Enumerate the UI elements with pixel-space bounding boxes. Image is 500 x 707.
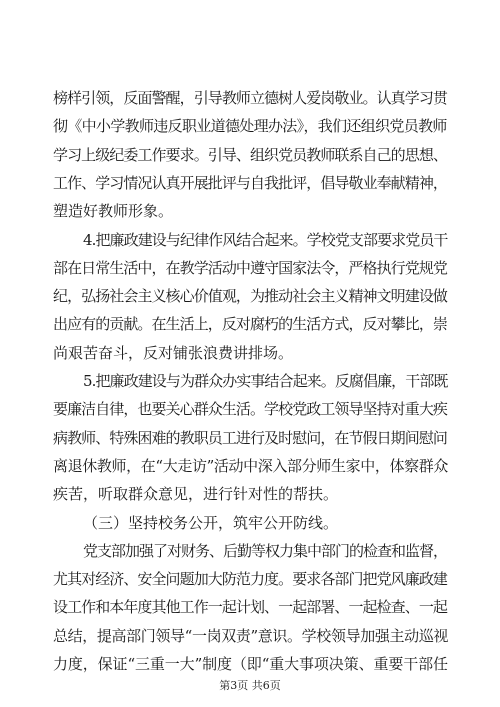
body-line: 纪，弘扬社会主义核心价值观，为推动社会主义精神文明建设做	[53, 287, 447, 305]
body-line: 疾苦，听取群众意见，进行针对性的帮扶。	[53, 485, 339, 503]
body-line: 学习上级纪委工作要求。引导、组织党员教师联系自己的思想、	[53, 146, 447, 164]
body-line: 塑造好教师形象。	[53, 202, 174, 220]
body-line: 部在日常生活中，在教学活动中遵守国家法令，严格执行党规党	[53, 259, 447, 277]
body-line: 尚艰苦奋斗，反对铺张浪费讲排场。	[53, 344, 294, 362]
body-line: 榜样引领，反面警醒，引导教师立德树人爱岗敬业。认真学习贯	[53, 89, 447, 107]
subsection-heading: （三）坚持校务公开，筑牢公开防线。	[83, 514, 339, 532]
body-line: 要廉洁自律，也要关心群众生活。学校党政工领导坚持对重大疾	[53, 400, 447, 418]
body-line: 设工作和本年度其他工作一起计划、一起部署、一起检查、一起	[53, 598, 447, 616]
section-heading-5: 5.把廉政建设与为群众办实事结合起来。反腐倡廉，干部既	[83, 372, 448, 390]
body-line: 病教师、特殊困难的教职员工进行及时慰问，在节假日期间慰问	[53, 429, 447, 447]
body-line: 工作、学习情况认真开展批评与自我批评，倡导敬业奉献精神，	[53, 174, 447, 192]
body-line: 离退休教师，在“大走访”活动中深入部分师生家中，体察群众	[53, 457, 448, 475]
body-line: 尤其对经济、安全问题加大防范力度。要求各部门把党风廉政建	[53, 570, 447, 588]
body-line: 党支部加强了对财务、后勤等权力集中部门的检查和监督，	[83, 542, 448, 560]
body-line: 出应有的贡献。在生活上，反对腐朽的生活方式，反对攀比，崇	[53, 315, 447, 333]
body-line: 力度，保证“三重一大”制度（即“重大事项决策、重要干部任	[53, 655, 448, 673]
page-number-footer: 第3页 共6页	[219, 679, 281, 692]
section-heading-4: 4.把廉政建设与纪律作风结合起来。学校党支部要求党员干	[83, 231, 448, 249]
body-line: 总结，提高部门领导“一岗双责”意识。学校领导加强主动巡视	[53, 627, 448, 645]
body-line: 彻《中小学教师违反职业道德处理办法》，我们还组织党员教师	[53, 117, 447, 135]
